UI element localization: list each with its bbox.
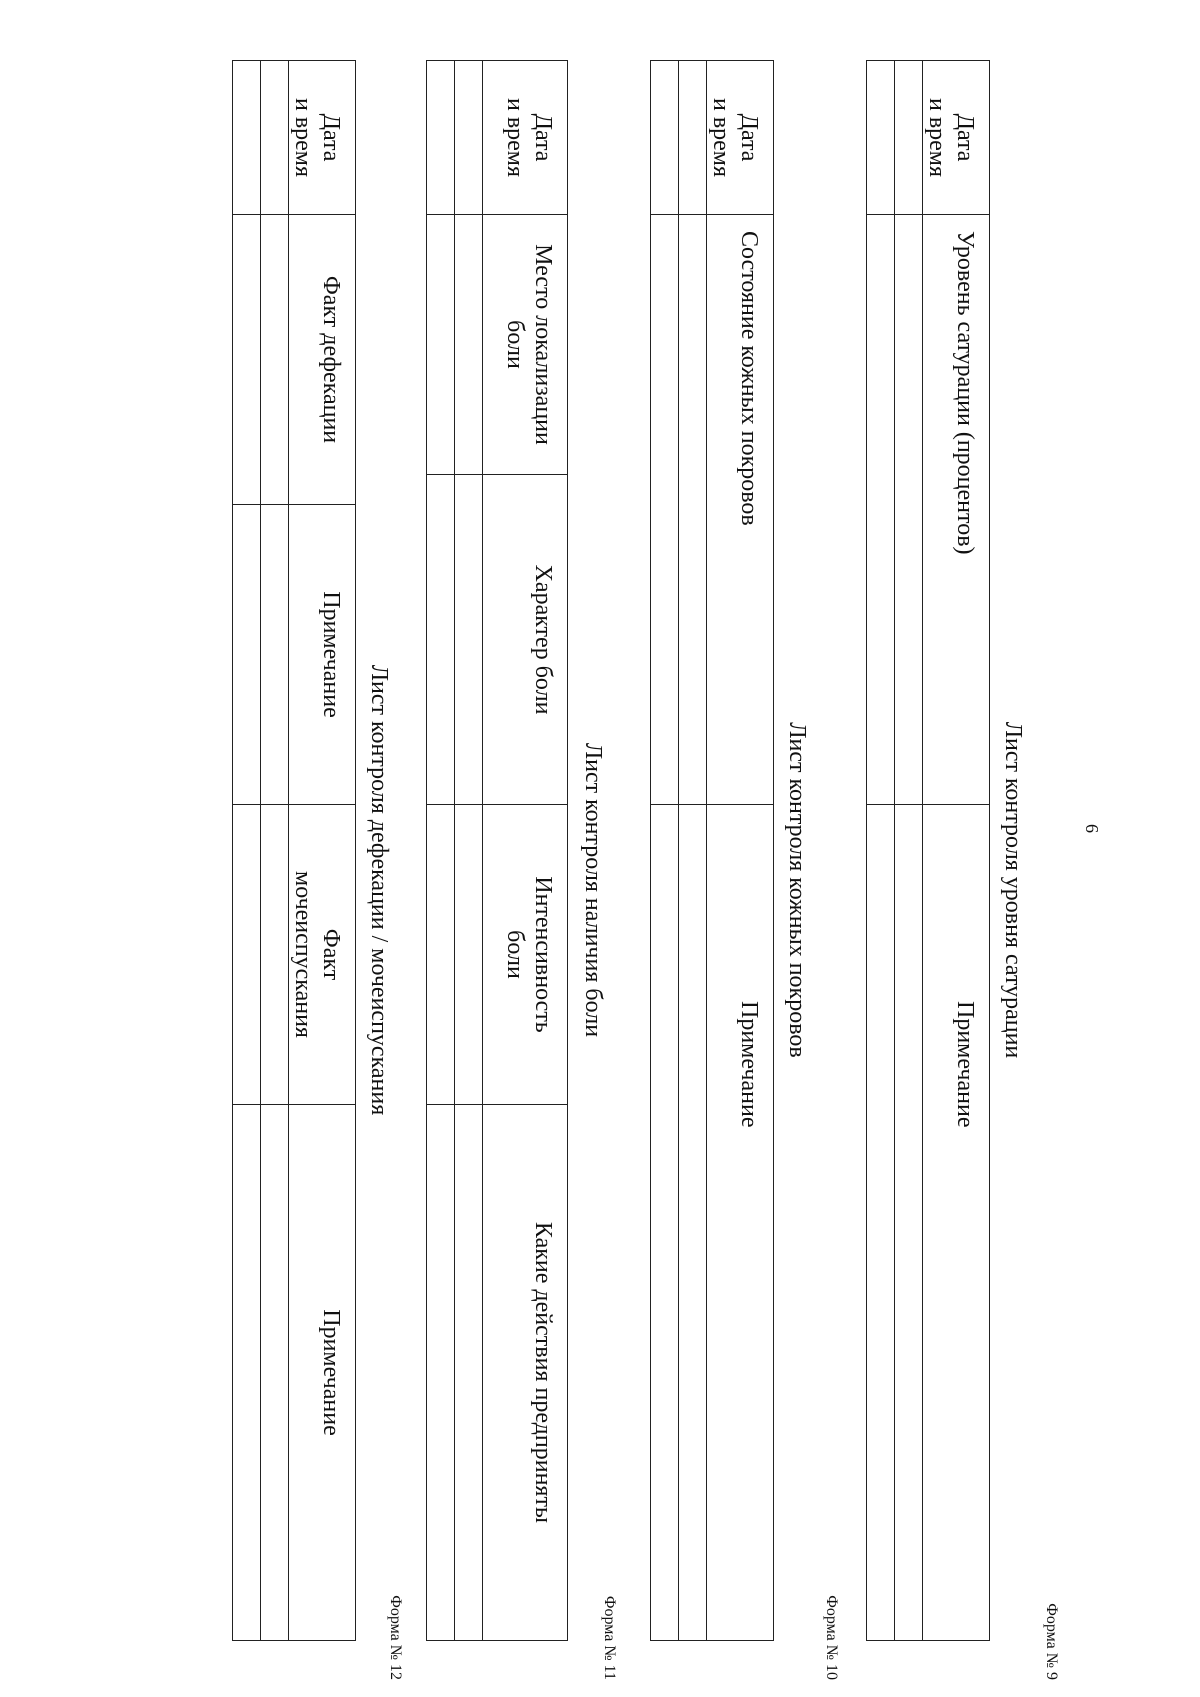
blank-cell[interactable] [261, 505, 289, 805]
blank-cell[interactable] [867, 805, 895, 1641]
blank-cell[interactable] [455, 475, 483, 805]
blank-cell[interactable] [455, 215, 483, 475]
header-cell: Уровень сатурации (процентов) [923, 215, 990, 805]
header-cell: Состояние кожных покровов [707, 215, 774, 805]
table-form-9 [866, 60, 990, 1641]
form-label-12: Форма № 12 [387, 1595, 404, 1680]
header-cell: Дата и время [707, 61, 774, 215]
blank-cell[interactable] [679, 61, 707, 215]
header-cell: Примечание [707, 805, 774, 1641]
header-cell: Примечание [289, 505, 356, 805]
header-cell: Какие действия предприняты [483, 1105, 568, 1641]
blank-cell[interactable] [651, 805, 679, 1641]
header-cell: Примечание [923, 805, 990, 1641]
blank-cell[interactable] [651, 61, 679, 215]
blank-cell[interactable] [895, 215, 923, 805]
blank-cell[interactable] [895, 61, 923, 215]
header-cell: Характер боли [483, 475, 568, 805]
table-form-12 [232, 60, 356, 1641]
blank-cell[interactable] [233, 505, 261, 805]
header-cell: Интенсивность боли [483, 805, 568, 1105]
blank-cell[interactable] [261, 215, 289, 505]
header-cell: Дата и время [289, 61, 356, 215]
blank-cell[interactable] [867, 61, 895, 215]
sheet-title-12: Лист контроля дефекации / мочеиспускания [366, 664, 392, 1116]
form-label-9: Форма № 9 [1043, 1603, 1060, 1680]
blank-cell[interactable] [427, 805, 455, 1105]
blank-cell[interactable] [455, 1105, 483, 1641]
sheet-title-9: Лист контроля уровня сатурации [1000, 721, 1026, 1059]
blank-cell[interactable] [427, 215, 455, 475]
blank-cell[interactable] [427, 475, 455, 805]
table-form-10 [650, 60, 774, 1641]
form-label-11: Форма № 11 [601, 1595, 618, 1680]
blank-cell[interactable] [261, 805, 289, 1105]
header-cell: Дата и время [483, 61, 568, 215]
blank-cell[interactable] [867, 215, 895, 805]
header-cell: Факт мочеиспускания [289, 805, 356, 1105]
sheet-title-11: Лист контроля наличия боли [580, 742, 606, 1038]
blank-cell[interactable] [679, 215, 707, 805]
header-cell: Примечание [289, 1105, 356, 1641]
blank-cell[interactable] [233, 215, 261, 505]
blank-cell[interactable] [261, 1105, 289, 1641]
blank-cell[interactable] [895, 805, 923, 1641]
blank-cell[interactable] [261, 61, 289, 215]
sheet-title-10: Лист контроля кожных покровов [784, 722, 810, 1058]
blank-cell[interactable] [233, 1105, 261, 1641]
table-form-11 [426, 60, 568, 1641]
blank-cell[interactable] [679, 805, 707, 1641]
blank-cell[interactable] [233, 61, 261, 215]
header-cell: Дата и время [923, 61, 990, 215]
blank-cell[interactable] [455, 805, 483, 1105]
page-number: 6 [1082, 824, 1102, 833]
header-cell: Место локализации боли [483, 215, 568, 475]
blank-cell[interactable] [427, 61, 455, 215]
blank-cell[interactable] [427, 1105, 455, 1641]
blank-cell[interactable] [233, 805, 261, 1105]
blank-cell[interactable] [651, 215, 679, 805]
header-cell: Факт дефекации [289, 215, 356, 505]
blank-cell[interactable] [455, 61, 483, 215]
form-label-10: Форма № 10 [823, 1595, 840, 1680]
